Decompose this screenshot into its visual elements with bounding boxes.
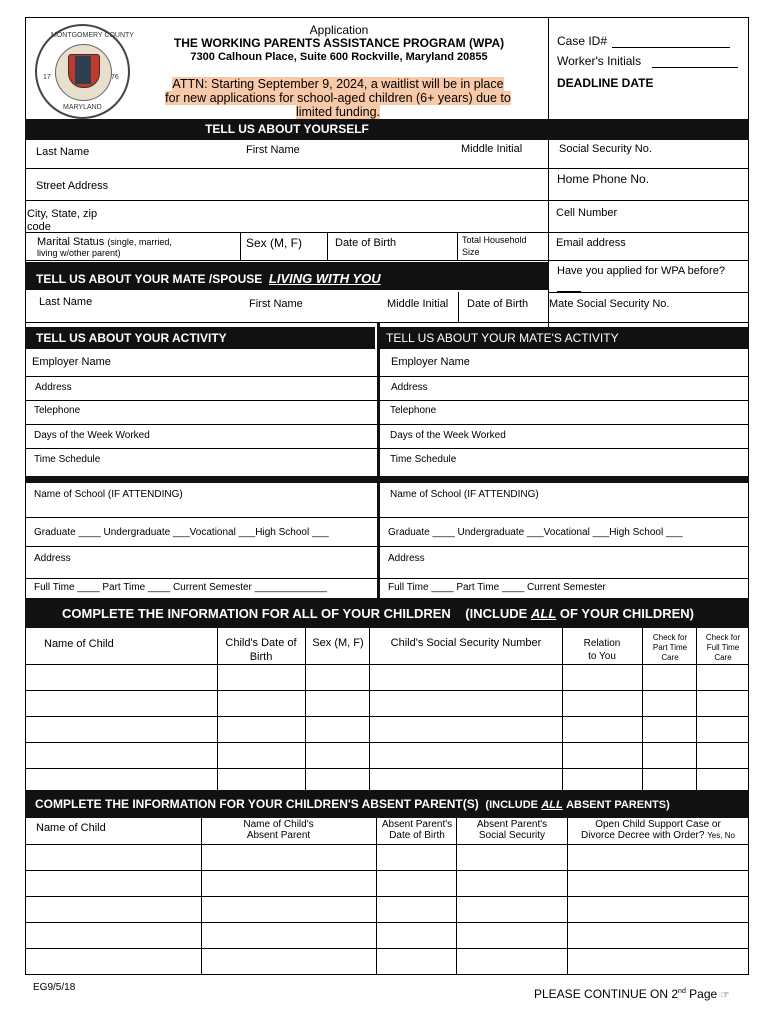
child-relation-header-2: to You: [588, 651, 616, 662]
mate-time-schedule-label: Time Schedule: [390, 454, 457, 465]
school-level-options: Graduate ____ Undergraduate ___Vocational ___High School ___: [34, 527, 329, 538]
applied-before-label: Have you applied for WPA before?: [557, 265, 725, 277]
support-order-header: Open Child Support Case or Divorce Decree with Order? Yes, No: [581, 819, 735, 841]
program-name: THE WORKING PARENTS ASSISTANCE PROGRAM (WPA): [173, 36, 505, 50]
cell-number-label: Cell Number: [556, 207, 618, 219]
seal-text-top: MONTGOMERY COUNTY: [51, 32, 134, 39]
county-seal-icon: [35, 24, 134, 119]
date-of-birth-label: Date of Birth: [335, 237, 397, 249]
marital-status-note: living w/other parent): [37, 248, 121, 258]
mate-first-name-label: First Name: [249, 298, 303, 310]
case-id-field[interactable]: [612, 35, 730, 48]
program-address: 7300 Calhoun Place, Suite 600 Rockville, Maryland 20855: [190, 51, 488, 63]
marital-status-label: Marital Status (single, married,: [37, 236, 172, 248]
section-absent-parents: COMPLETE THE INFORMATION FOR YOUR CHILDREN'S ABSENT PARENT(S) (INCLUDE ALL ABSENT PARENTS): [25, 790, 749, 818]
last-name-label: Last Name: [36, 146, 90, 158]
household-size-label: Total Household: [462, 235, 527, 245]
employer-name-label: Employer Name: [32, 356, 111, 368]
absent-parent-dob-header: Absent Parent's Date of Birth: [381, 819, 453, 841]
mate-last-name-label: Last Name: [39, 296, 93, 308]
continue-notice: PLEASE CONTINUE ON 2nd Page ☞: [534, 987, 730, 1001]
seal-year-left: 17: [43, 74, 51, 81]
section-children: COMPLETE THE INFORMATION FOR ALL OF YOUR CHILDREN (INCLUDE ALL OF YOUR CHILDREN): [25, 598, 749, 628]
child-dob-header-2: Birth: [249, 651, 273, 663]
child-relation-header: Relation: [583, 638, 621, 649]
telephone-label: Telephone: [34, 405, 81, 416]
mate-employer-name-label: Employer Name: [391, 356, 470, 368]
case-id-label: Case ID#: [557, 34, 608, 48]
absent-child-name-header: Name of Child: [36, 822, 106, 834]
mate-school-level-options: Graduate ____ Undergraduate ___Vocational ___High School ___: [388, 527, 683, 538]
waitlist-notice: ATTN: Starting September 9, 2024, a waitlist will be in place for new applications for school-aged children (6+ years) due to limited funding.: [165, 77, 511, 119]
form-title: Application: [309, 23, 369, 37]
workers-initials-field[interactable]: [652, 55, 738, 68]
middle-initial-label: Middle Initial: [461, 143, 523, 155]
child-ssn-header: Child's Social Security Number: [390, 637, 542, 649]
mate-employer-address-label: Address: [391, 382, 428, 393]
email-label: Email address: [556, 237, 626, 249]
mate-dob-label: Date of Birth: [467, 298, 529, 310]
mate-ssn-label: Mate Social Security No.: [549, 298, 670, 310]
section-mate-activity: TELL US ABOUT YOUR MATE'S ACTIVITY: [380, 327, 749, 349]
absent-parent-ssn-header: Absent Parent's Social Security: [476, 819, 548, 841]
seal-year-right: 76: [111, 74, 119, 81]
city-state-zip-label-2: code: [27, 221, 51, 233]
part-time-care-header: Check for Part Time Care: [652, 633, 688, 662]
mate-telephone-label: Telephone: [390, 405, 437, 416]
school-name-label: Name of School (IF ATTENDING): [34, 489, 183, 500]
child-dob-header: Child's Date of: [225, 637, 297, 649]
section-your-activity: TELL US ABOUT YOUR ACTIVITY: [25, 327, 375, 349]
school-address-label: Address: [34, 553, 71, 564]
home-phone-label: Home Phone No.: [557, 172, 650, 186]
mate-attendance-options: Full Time ____ Part Time ____ Current Semester: [388, 582, 606, 593]
first-name-label: First Name: [246, 144, 300, 156]
full-time-care-header: Check for Full Time Care: [705, 633, 741, 662]
household-size-label-2: Size: [462, 247, 480, 257]
pointing-hand-icon: ☞: [720, 990, 730, 1001]
city-state-zip-label: City, State, zip: [27, 208, 98, 220]
attendance-options: Full Time ____ Part Time ____ Current Semester _____________: [34, 582, 327, 593]
absent-parent-name-header: Name of Child's Absent Parent: [243, 819, 314, 841]
mate-school-address-label: Address: [388, 553, 425, 564]
child-sex-header: Sex (M, F): [312, 637, 364, 649]
sex-label: Sex (M, F): [246, 236, 302, 250]
section-about-yourself: TELL US ABOUT YOURSELF: [25, 119, 549, 140]
workers-initials-label: Worker's Initials: [557, 54, 642, 68]
child-name-header: Name of Child: [44, 638, 114, 650]
days-worked-label: Days of the Week Worked: [34, 430, 150, 441]
mate-school-name-label: Name of School (IF ATTENDING): [390, 489, 539, 500]
applied-before-field[interactable]: [557, 279, 581, 292]
employer-address-label: Address: [35, 382, 72, 393]
mate-middle-initial-label: Middle Initial: [387, 298, 449, 310]
street-address-label: Street Address: [36, 180, 109, 192]
section-mate-spouse: TELL US ABOUT YOUR MATE /SPOUSE LIVING WITH YOU: [25, 262, 549, 290]
seal-text-bottom: MARYLAND: [63, 104, 102, 111]
mate-days-worked-label: Days of the Week Worked: [390, 430, 506, 441]
form-code: EG9/5/18: [33, 982, 76, 993]
time-schedule-label: Time Schedule: [34, 454, 101, 465]
deadline-date-label: DEADLINE DATE: [557, 76, 654, 90]
ssn-label: Social Security No.: [559, 143, 652, 155]
